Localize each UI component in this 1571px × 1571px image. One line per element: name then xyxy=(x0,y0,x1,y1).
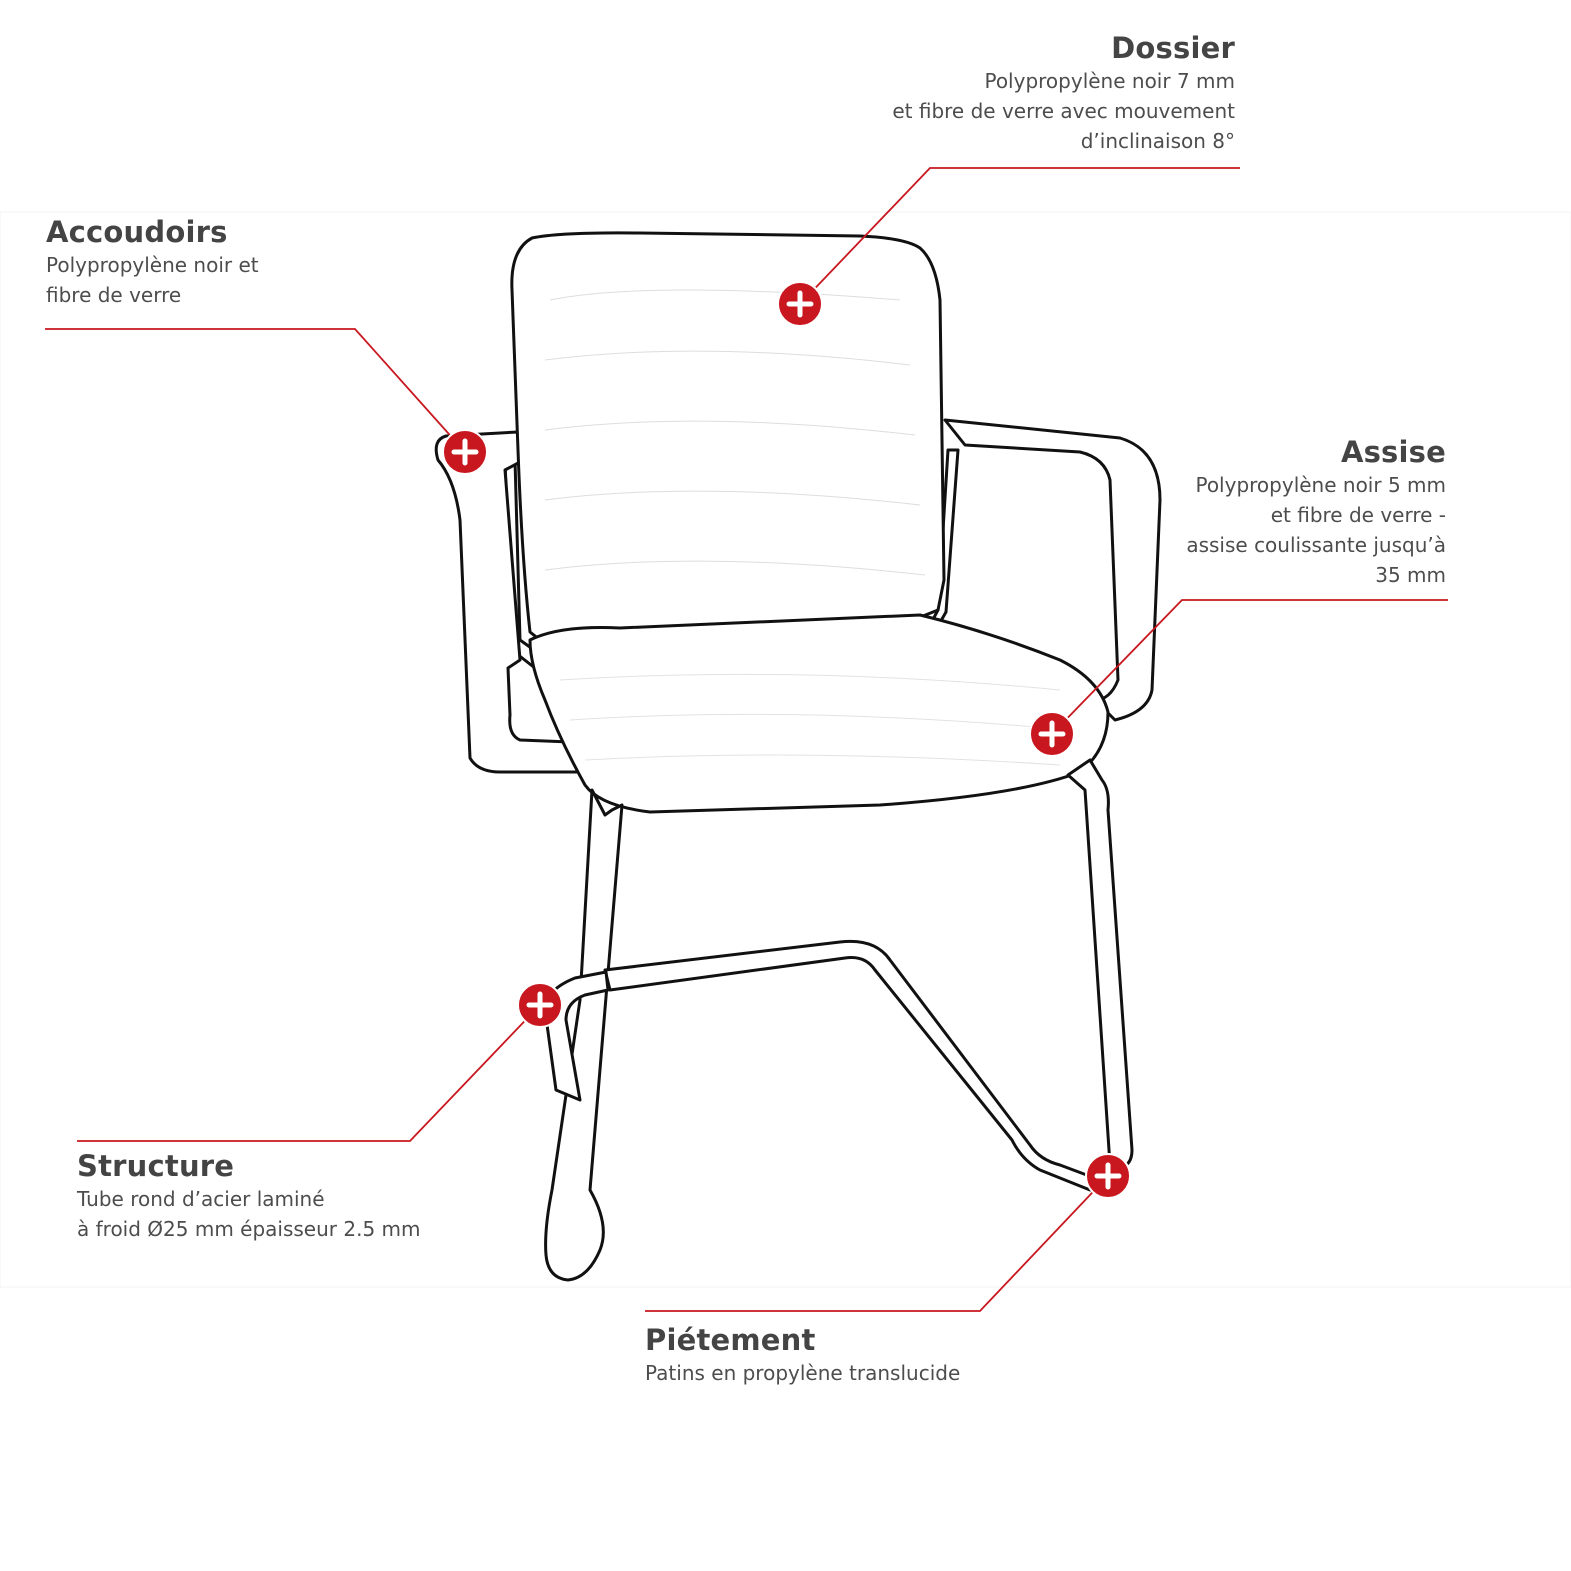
callout-text-line: assise coulissante jusqu’à xyxy=(1186,533,1446,557)
callout-text-line: Tube rond d’acier laminé xyxy=(77,1187,325,1211)
callout-text-line: Polypropylène noir 7 mm xyxy=(984,69,1235,93)
plus-marker-assise[interactable] xyxy=(1030,712,1074,756)
callout-dossier xyxy=(892,30,1235,156)
plus-marker-dossier[interactable] xyxy=(778,282,822,326)
callout-structure xyxy=(77,1148,421,1244)
callout-text-line: fibre de verre xyxy=(46,283,182,307)
plus-marker-pietement[interactable] xyxy=(1086,1154,1130,1198)
plus-marker-accoudoirs[interactable] xyxy=(443,430,487,474)
callout-text-line: Polypropylène noir et xyxy=(46,253,259,277)
callout-title-assise: Assise xyxy=(1340,435,1446,469)
callout-title-dossier: Dossier xyxy=(1111,31,1235,65)
callout-title-accoudoirs: Accoudoirs xyxy=(46,215,228,249)
callout-text-line: d’inclinaison 8° xyxy=(1080,129,1235,153)
backrest xyxy=(512,233,944,640)
callout-text-line: 35 mm xyxy=(1375,563,1446,587)
callout-text-line: et fibre de verre avec mouvement xyxy=(892,99,1235,123)
seat xyxy=(530,615,1108,812)
callout-text-line: à froid Ø25 mm épaisseur 2.5 mm xyxy=(77,1217,421,1241)
callout-text-line: et fibre de verre - xyxy=(1270,503,1446,527)
callout-accoudoirs xyxy=(46,214,259,310)
callout-title-pietement: Piétement xyxy=(645,1323,816,1357)
callout-title-structure: Structure xyxy=(77,1149,235,1183)
callout-assise xyxy=(1186,434,1446,590)
plus-marker-structure[interactable] xyxy=(518,983,562,1027)
callout-text-line: Polypropylène noir 5 mm xyxy=(1195,473,1446,497)
callout-pietement xyxy=(645,1322,960,1388)
callout-text-line: Patins en propylène translucide xyxy=(645,1361,961,1385)
